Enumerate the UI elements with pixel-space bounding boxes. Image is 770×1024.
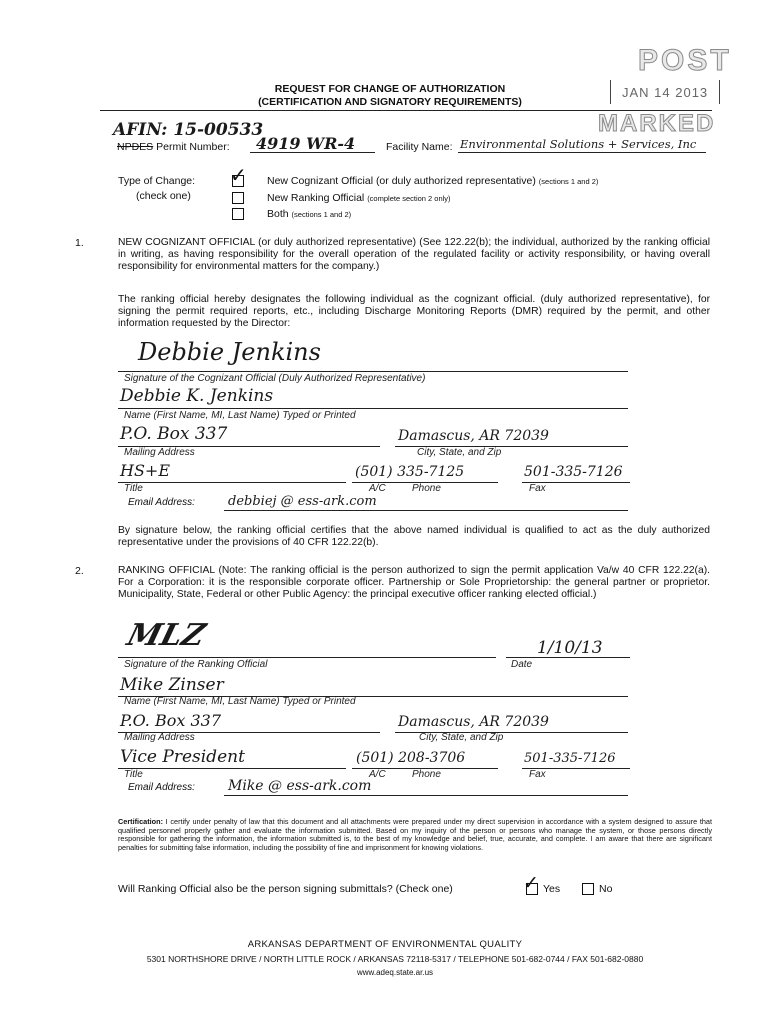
permit-number-line xyxy=(250,152,375,153)
cognizant-address-label: Mailing Address xyxy=(124,447,195,458)
ranking-date: 1/10/13 xyxy=(537,638,603,658)
yes-label: Yes xyxy=(543,883,561,895)
ranking-title-label: Title xyxy=(124,769,143,780)
permit-number: 4919 WR-4 xyxy=(256,134,356,153)
footer-web: www.adeq.state.ar.us xyxy=(356,968,434,977)
cognizant-email: debbiej @ ess-ark.com xyxy=(228,494,377,509)
ranking-title-line xyxy=(118,768,346,769)
facility-name: Environmental Solutions + Services, Inc xyxy=(460,137,697,151)
footer-address: 5301 NORTHSHORE DRIVE / NORTH LITTLE ROCK / ARKANSAS 72118-5317 / TELEPHONE 501-682-0744 / FAX 501-682-0880 xyxy=(146,954,644,964)
section-1-certify: By signature below, the ranking official certifies that the above named individual is qualified to act as the duly authorized representative under the provisions of 40 CFR 122.22(b). xyxy=(118,525,710,549)
option-3-note: (sections 1 and 2) xyxy=(291,210,352,219)
cognizant-signature-label: Signature of the Cognizant Official (Duly Authorized Representative) xyxy=(124,373,426,384)
footer-agency: ARKANSAS DEPARTMENT OF ENVIRONMENTAL QUALITY xyxy=(247,939,523,950)
cognizant-fax: 501-335-7126 xyxy=(524,464,623,480)
ranking-signature: MLZ xyxy=(123,618,209,653)
stamp-bottom: MARKED xyxy=(598,110,716,137)
option-2-text: New Ranking Official xyxy=(267,192,365,204)
ranking-date-line xyxy=(506,657,630,658)
certification-statement xyxy=(118,818,712,852)
ranking-email-line xyxy=(224,795,628,796)
ranking-fax: 501-335-7126 xyxy=(524,751,616,766)
cognizant-signature-line xyxy=(118,371,628,372)
option-3 xyxy=(267,208,351,220)
ranking-address-label: Mailing Address xyxy=(124,732,195,743)
facility-name-line xyxy=(458,152,706,153)
ranking-ac-label: A/C xyxy=(369,769,386,780)
ranking-email: Mike @ ess-ark.com xyxy=(228,778,372,794)
title-line-1: REQUEST FOR CHANGE OF AUTHORIZATION xyxy=(274,83,506,95)
permit-label-text: Permit Number: xyxy=(156,141,230,153)
type-of-change-label-1: Type of Change: xyxy=(118,175,196,187)
facility-label: Facility Name: xyxy=(386,141,453,153)
ranking-phone: (501) 208-3706 xyxy=(356,750,466,766)
option-3-text: Both xyxy=(267,208,289,220)
permit-label-struck: NPDES xyxy=(117,141,154,153)
section-2-number: 2. xyxy=(75,565,84,577)
stamp-top: POST xyxy=(638,44,732,77)
cognizant-title-label: Title xyxy=(124,483,143,494)
ranking-title: Vice President xyxy=(120,747,245,767)
ranking-address: P.O. Box 337 xyxy=(120,711,221,730)
section-1-intro: NEW COGNIZANT OFFICIAL (or duly authorized representative) (See 122.22(b); the individual, authorized by the ranking official in writing, as having responsibility for the overall operation of the regulated facility or activity responsibility, or having overall responsibility for environmental matters for the company.) xyxy=(118,237,710,273)
ranking-phone-label: Phone xyxy=(412,769,441,780)
ranking-signature-line xyxy=(118,657,496,658)
ranking-fax-label: Fax xyxy=(529,769,546,780)
cognizant-address: P.O. Box 337 xyxy=(120,424,228,444)
yes-checkmark: ✓ xyxy=(523,873,539,894)
post-marked-stamp xyxy=(596,42,738,142)
cognizant-title-line xyxy=(118,482,346,483)
option-1 xyxy=(267,175,598,187)
ranking-signature-label: Signature of the Ranking Official xyxy=(124,659,268,670)
section-1-designation: The ranking official hereby designates the following individual as the cognizant official. (duly authorized representative), for signing the permit required reports, etc., including Discharge Monitoring Reports (DMR) required by the permit, and other information requested by the Director: xyxy=(118,294,710,330)
cognizant-name: Debbie K. Jenkins xyxy=(120,386,274,406)
cognizant-fax-label: Fax xyxy=(529,483,546,494)
title-line-2: (CERTIFICATION AND SIGNATORY REQUIREMENTS) xyxy=(258,96,522,108)
certification-text: I certify under penalty of law that this document and all attachments were prepared under my direct supervision in accordance with a system designed to assure that qualified personnel properly gather and evaluate the information submitted. Based on my inquiry of the person or persons who manage the system, or those persons directly responsible for gathering the information, the information submitted is, to the best of my knowledge and belief, true, accurate, and complete. I am aware that there are significant penalties for submitting false information, including the possibility of fine and imprisonment for knowing violations. xyxy=(118,817,712,852)
cognizant-city-label: City, State, and Zip xyxy=(417,447,502,458)
option-1-note: (sections 1 and 2) xyxy=(538,177,599,186)
signing-question: Will Ranking Official also be the person signing submittals? (Check one) xyxy=(118,883,453,895)
type-of-change-label-2: (check one) xyxy=(136,190,191,202)
section-2-intro: RANKING OFFICIAL (Note: The ranking official is the person authorized to sign the permit application Va/w 40 CFR 122.22(a). For a Corporation: it is the responsible corporate officer. Partnership or Sole Proprietorship: the general partner or proprietor. Municipality, State, Federal or other Public Agency: the principal executive officer ranking elected official.) xyxy=(118,565,710,601)
cognizant-email-line xyxy=(224,510,628,511)
cognizant-signature: Debbie Jenkins xyxy=(138,338,321,366)
cognizant-name-line xyxy=(118,408,628,409)
ranking-city: Damascus, AR 72039 xyxy=(398,714,549,730)
ranking-city-label: City, State, and Zip xyxy=(419,732,504,743)
option-2 xyxy=(267,192,451,204)
cognizant-email-label: Email Address: xyxy=(128,497,195,508)
option-checkbox-3[interactable] xyxy=(232,208,244,220)
cognizant-title: HS+E xyxy=(120,461,170,480)
no-checkbox[interactable] xyxy=(582,883,594,895)
cognizant-name-label: Name (First Name, MI, Last Name) Typed or Printed xyxy=(124,410,356,421)
section-1-number: 1. xyxy=(75,237,84,249)
permit-label xyxy=(117,141,230,153)
cognizant-ac-label: A/C xyxy=(369,483,386,494)
ranking-name-label: Name (First Name, MI, Last Name) Typed or Printed xyxy=(124,696,356,707)
cognizant-city: Damascus, AR 72039 xyxy=(398,428,549,444)
type-of-change-label xyxy=(118,174,195,204)
stamp-date: JAN 14 2013 xyxy=(622,85,709,100)
ranking-date-label: Date xyxy=(511,659,533,670)
certification-label: Certification: xyxy=(118,817,163,826)
option-1-checkmark: ✓ xyxy=(230,165,247,187)
option-2-note: (complete section 2 only) xyxy=(367,194,451,203)
no-label: No xyxy=(599,883,613,895)
option-checkbox-2[interactable] xyxy=(232,192,244,204)
document-title xyxy=(220,83,560,109)
afin-number: AFIN: 15-00533 xyxy=(113,120,264,140)
ranking-name: Mike Zinser xyxy=(120,675,224,695)
cognizant-phone-label: Phone xyxy=(412,483,441,494)
option-1-text: New Cognizant Official (or duly authorized representative) xyxy=(267,175,536,187)
ranking-email-label: Email Address: xyxy=(128,782,195,793)
cognizant-phone: (501) 335-7125 xyxy=(355,464,465,480)
